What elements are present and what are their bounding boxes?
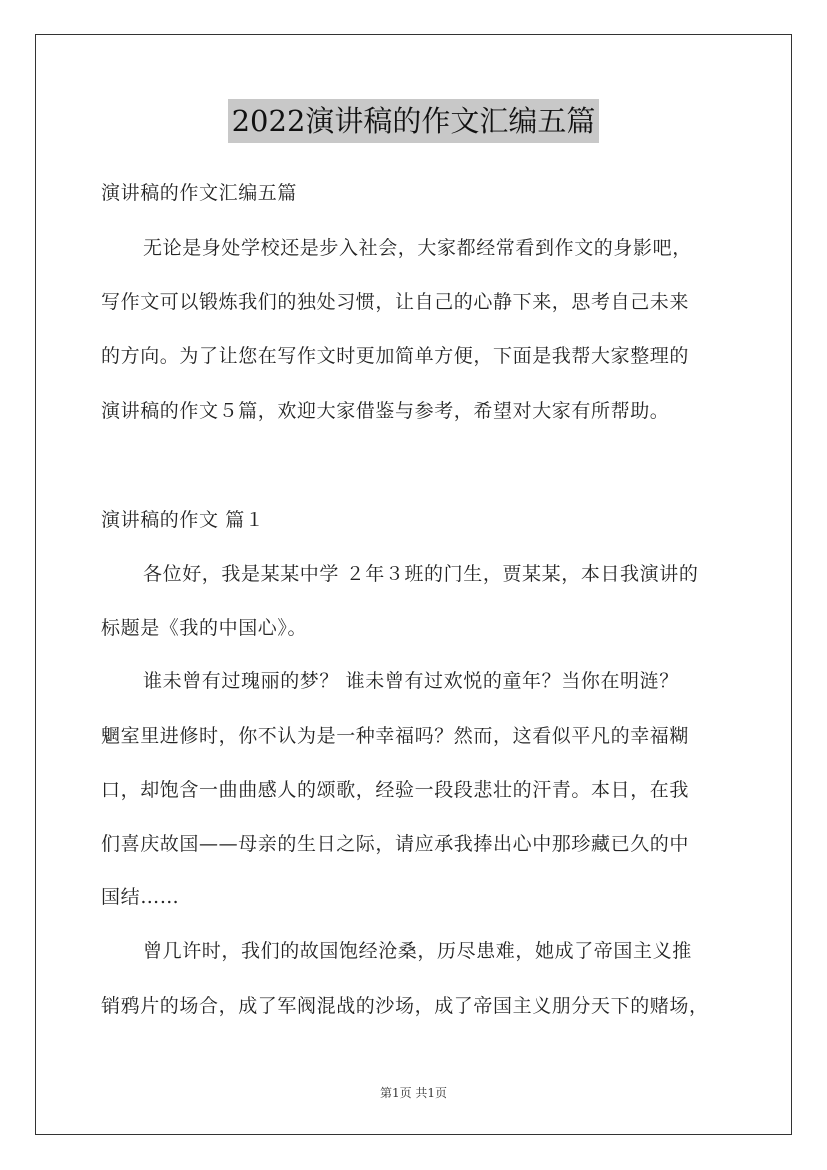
- title-container: [0, 99, 827, 143]
- paragraph-line: 标题是《我的中国心》。: [101, 617, 308, 639]
- paragraph-line: 演讲稿的作文５篇，欢迎大家借鉴与参考，希望对大家有所帮助。: [101, 400, 670, 422]
- paragraph-line: 魍室里进修时，你不认为是一种幸福吗？然而，这看似平凡的幸福糊: [101, 725, 690, 747]
- paragraph-line: 国结……: [101, 886, 180, 908]
- document-title: 2022演讲稿的作文汇编五篇: [228, 99, 600, 143]
- paragraph-line: 写作文可以锻炼我们的独处习惯，让自己的心静下来，思考自己未来: [101, 291, 690, 313]
- paragraph-line: 销鸦片的场合，成了军阀混战的沙场，成了帝国主义朋分天下的赌场，: [101, 995, 709, 1017]
- paragraph-line: 们喜庆故国——母亲的生日之际，请应承我捧出心中那珍藏已久的中: [101, 833, 690, 855]
- subtitle: 演讲稿的作文汇编五篇: [101, 182, 298, 204]
- paragraph-line: 无论是身处学校还是步入社会，大家都经常看到作文的身影吧，: [143, 237, 692, 259]
- page-number-footer: 第1页 共1页: [379, 1086, 448, 1100]
- paragraph-line: 的方向。为了让您在写作文时更加简单方便，下面是我帮大家整理的: [101, 345, 690, 367]
- paragraph-line: 口，却饱含一曲曲感人的颂歌，经验一段段悲壮的汗青。本日，在我: [101, 779, 690, 801]
- paragraph-line: 谁未曾有过瑰丽的梦？ 谁未曾有过欢悦的童年？当你在明涟？: [143, 670, 679, 692]
- section-heading: 演讲稿的作文 篇１: [101, 509, 265, 531]
- paragraph-line: 曾几许时，我们的故国饱经沧桑，历尽患难，她成了帝国主义推: [143, 940, 692, 962]
- paragraph-line: 各位好，我是某某中学 ２年３班的门生，贾某某，本日我演讲的: [143, 563, 699, 585]
